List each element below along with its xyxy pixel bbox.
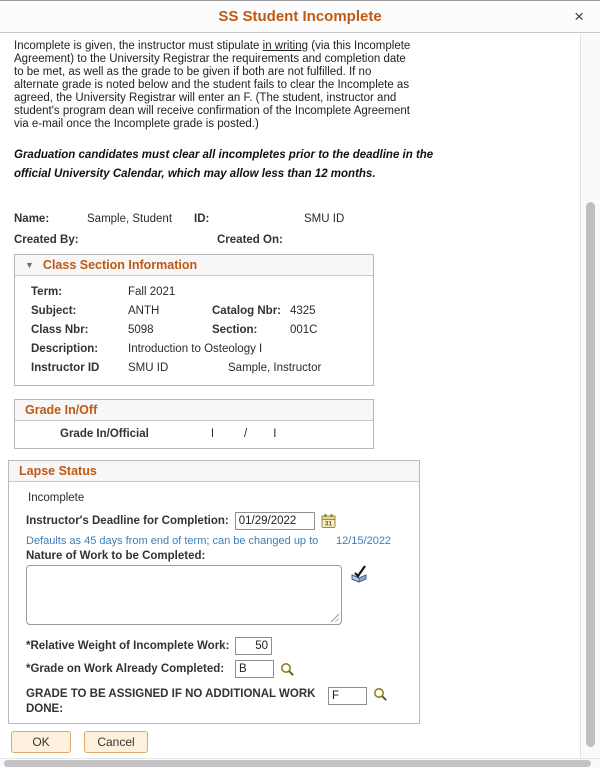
deadline-hint-text: Defaults as 45 days from end of term; can be changed up to: [26, 535, 319, 547]
page-title: SS Student Incomplete: [218, 8, 382, 25]
relative-weight-input[interactable]: [235, 637, 272, 655]
grade-completed-label: *Grade on Work Already Completed:: [26, 663, 225, 675]
subject-label: Subject:: [31, 305, 77, 317]
subject-row: [31, 302, 373, 321]
description-value: Introduction to Osteology I: [128, 343, 263, 355]
student-identity-row: [14, 208, 580, 229]
intro-text-post: (via this Incomplete Agreement) to the University Registrar the requirements and completion date to be met, as well as the grade to be given if both are not fulfilled. If no alternate grade is noted below and the student fails to clear the Incomplete as agreed, the University Registrar will enter an F. (The student, instructor and student's program dean will receive confirmation of the Incomplete Agreement via e-mail once the Incomplete grade is posted.): [14, 40, 411, 130]
grade-completed-row: [26, 660, 409, 678]
grade-in-off-header: [15, 400, 373, 421]
grade-official-value: I: [273, 428, 277, 440]
subject-value: ANTH: [128, 305, 160, 317]
term-row: [31, 283, 373, 302]
graduation-notice: Graduation candidates must clear all incompletes prior to the deadline in the official University Calendar, which may allow less than 12 months.: [14, 149, 434, 180]
description-label: Description:: [31, 343, 99, 355]
nature-of-work-label: Nature of Work to be Completed:: [26, 550, 206, 562]
calendar-icon[interactable]: [321, 513, 336, 529]
class-nbr-value: 5098: [128, 324, 154, 336]
class-nbr-label: Class Nbr:: [31, 324, 89, 336]
class-section-body: [15, 276, 373, 385]
name-label: Name:: [14, 212, 50, 225]
deadline-row: [26, 512, 409, 530]
id-value: SMU ID: [304, 212, 345, 225]
lapse-status-box: [8, 460, 420, 724]
deadline-date-input[interactable]: [235, 512, 315, 530]
catalog-nbr-label: Catalog Nbr:: [212, 305, 281, 317]
lapse-status-title: Lapse Status: [19, 464, 97, 478]
lapse-status-value: Incomplete: [28, 492, 85, 504]
grade-in-official-row: [15, 421, 373, 448]
class-section-title: Class Section Information: [42, 258, 198, 272]
lapse-status-header: [9, 461, 419, 482]
created-by-label: Created By:: [14, 233, 79, 246]
modal-content: [0, 34, 580, 758]
term-label: Term:: [31, 286, 63, 298]
grade-in-value: I: [210, 428, 215, 440]
grade-in-official-label: Grade In/Official: [60, 428, 149, 440]
description-row: [31, 340, 373, 359]
instructor-id-value: SMU ID: [128, 362, 169, 374]
grade-separator: /: [244, 428, 248, 440]
class-section-header: [15, 255, 373, 276]
grade-no-work-row: [26, 687, 409, 717]
horizontal-scrollbar-thumb[interactable]: [4, 760, 591, 767]
nature-of-work-field: [26, 565, 342, 628]
horizontal-scrollbar-track[interactable]: [0, 758, 600, 768]
instructor-name-value: Sample, Instructor: [228, 362, 322, 374]
class-section-information-box: [14, 254, 374, 386]
relative-weight-row: [26, 637, 409, 655]
spellcheck-icon[interactable]: [349, 565, 369, 583]
grade-completed-lookup-icon[interactable]: [280, 662, 295, 677]
svg-text:31: 31: [324, 520, 332, 528]
deadline-label: Instructor's Deadline for Completion:: [26, 515, 229, 527]
nature-of-work-textarea[interactable]: [26, 565, 342, 625]
created-row: [14, 229, 580, 250]
modal-header: [0, 1, 600, 33]
id-label: ID:: [194, 212, 210, 225]
grade-no-work-label: GRADE TO BE ASSIGNED IF NO ADDITIONAL WORK DONE:: [26, 688, 316, 715]
vertical-scrollbar-thumb[interactable]: [586, 202, 595, 747]
name-value: Sample, Student: [87, 212, 173, 225]
grade-no-work-input[interactable]: [328, 687, 367, 705]
deadline-hint-row: [26, 534, 409, 548]
intro-paragraph: [14, 40, 416, 131]
created-on-label: Created On:: [217, 233, 283, 246]
vertical-scrollbar-track[interactable]: [580, 34, 600, 758]
grade-in-off-box: [14, 399, 374, 449]
lapse-status-body: [9, 482, 419, 723]
instructor-row: [31, 359, 373, 378]
collapse-triangle-icon[interactable]: ▼: [25, 259, 34, 270]
close-icon[interactable]: ×: [570, 6, 588, 27]
section-value: 001C: [290, 324, 318, 336]
grade-completed-input[interactable]: [235, 660, 274, 678]
relative-weight-label: *Relative Weight of Incomplete Work:: [26, 640, 230, 652]
intro-text-pre: Incomplete is given, the instructor must stipulate: [14, 40, 263, 52]
catalog-nbr-value: 4325: [290, 305, 316, 317]
term-value: Fall 2021: [128, 286, 176, 298]
class-nbr-row: [31, 321, 373, 340]
cancel-button[interactable]: Cancel: [84, 731, 148, 753]
grade-in-off-title: Grade In/Off: [25, 403, 98, 417]
action-buttons: [11, 731, 580, 753]
intro-text-underlined: in writing: [262, 40, 309, 52]
ok-button[interactable]: OK: [11, 731, 71, 753]
section-label: Section:: [212, 324, 258, 336]
instructor-id-label: Instructor ID: [31, 362, 100, 374]
deadline-max-date: 12/15/2022: [336, 535, 392, 547]
grade-no-work-lookup-icon[interactable]: [373, 687, 388, 702]
